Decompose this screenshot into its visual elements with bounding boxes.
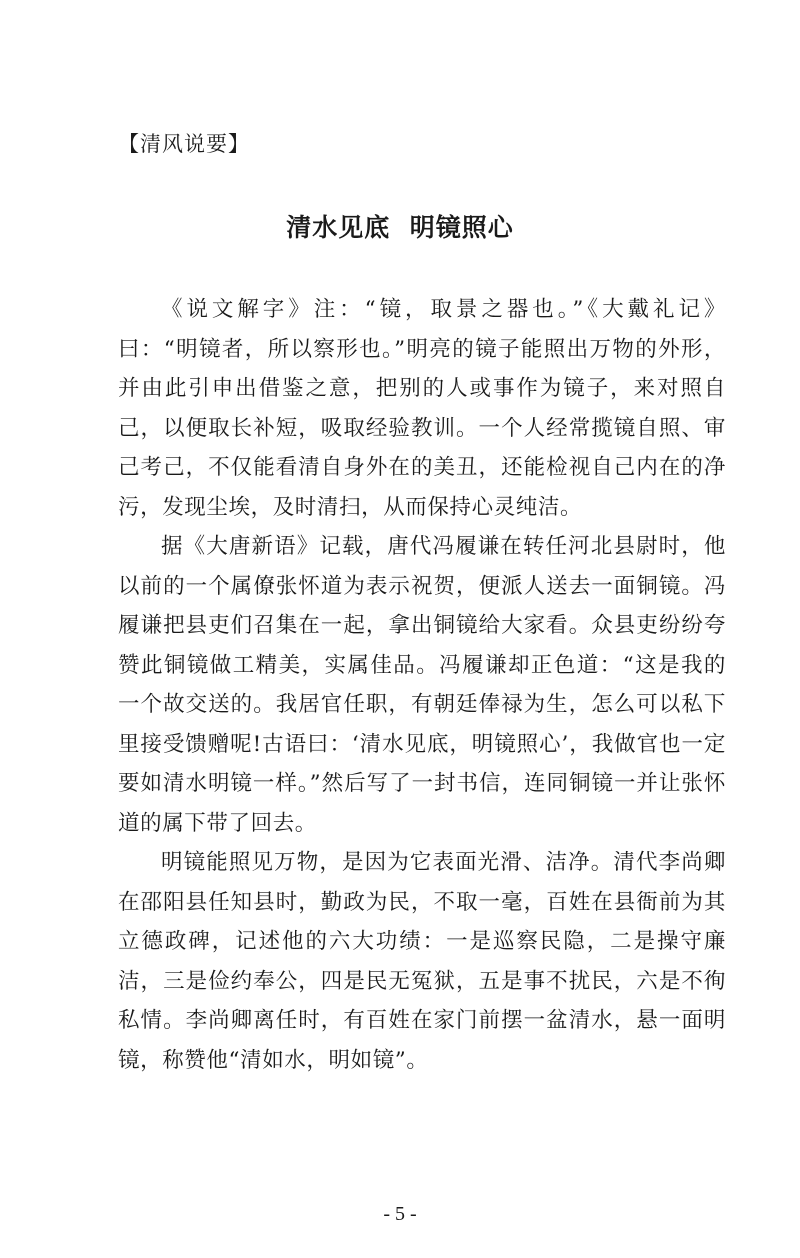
paragraph-3: 明镜能照见万物，是因为它表面光滑、洁净。清代李尚卿在邵阳县任知县时，勤政为民，不取一毫，百姓在县衙前为其立德政碑，记述他的六大功绩：一是巡察民隐，二是操守廉洁，三是俭约奉公，四是民无冤狱，五是事不扰民，六是不徇私情。李尚卿离任时，有百姓在家门前摆一盆清水，悬一面明镜，称赞他“清如水，明如镜”。: [118, 850, 726, 1073]
paragraph-1: 《说文解字》注：“镜，取景之器也。”《大戴礼记》曰：“明镜者，所以察形也。”明亮的镜子能照出万物的外形，并由此引申出借鉴之意，把别的人或事作为镜子，来对照自己，以便取长补短，吸取经验教训。一个人经常揽镜自照、审己考己，不仅能看清自身外在的美丑，还能检视自己内在的净污，发现尘埃，及时清扫，从而保持心灵纯洁。: [118, 297, 726, 520]
page-number: - 5 -: [383, 1203, 417, 1225]
paragraph-2: 据《大唐新语》记载，唐代冯履谦在转任河北县尉时，他以前的一个属僚张怀道为表示祝贺，便派人送去一面铜镜。冯履谦把县吏们召集在一起，拿出铜镜给大家看。众县吏纷纷夸赞此铜镜做工精美，实属佳品。冯履谦却正色道：“这是我的一个故交送的。我居官任职，有朝廷俸禄为生，怎么可以私下里接受馈赠呢!古语曰：‘清水见底，明镜照心’，我做官也一定要如清水明镜一样。”然后写了一封书信，连同铜镜一并让张怀道的属下带了回去。: [118, 534, 726, 836]
section-tag: 【清风说要】: [118, 132, 250, 156]
article-title: 清水见底 明镜照心: [286, 213, 514, 242]
article-body: [118, 290, 726, 1080]
